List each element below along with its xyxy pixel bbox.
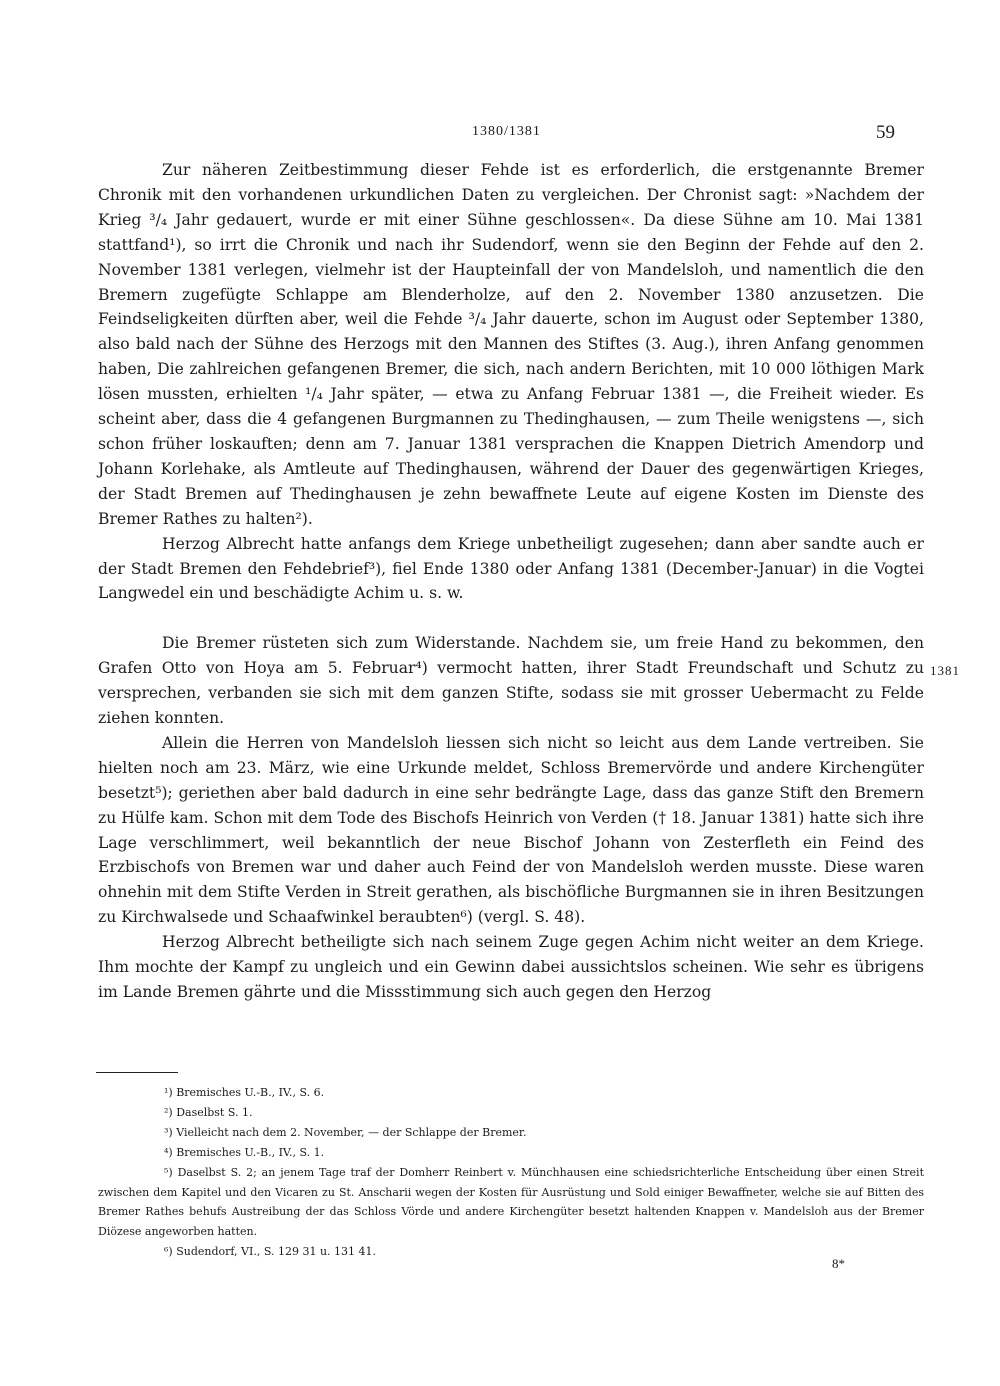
page-number: 59 [876,122,895,143]
signature-mark: 8* [832,1256,845,1271]
section-gap [98,606,924,631]
footnote: ⁶) Sudendorf, VI., S. 129 31 u. 131 41. [164,1245,377,1259]
header-title: 1380/1381 [472,124,541,139]
footnote: ²) Daselbst S. 1. [164,1105,253,1119]
footnotes [98,1083,924,1262]
paragraph: Herzog Albrecht hatte anfangs dem Kriege unbetheiligt zugesehen; dann aber sandte auch er der Stadt Bremen den Fehdebrief³), fiel Ende 1380 oder Anfang 1381 (December-Januar) in die Vogtei Langwedel ein und beschädigte Achim u. s. w. [98,534,924,603]
paragraph: Allein die Herren von Mandelsloh liessen sich nicht so leicht aus dem Lande vertreiben. Sie hielten noch am 23. März, wie eine Urkunde meldet, Schloss Bremervörde und andere Kirchengüter besetzt⁵); geriethen aber bald dadurch in eine sehr bedrängte Lage, dass das ganze Stift den Bremern zu Hülfe kam. Schon mit dem Tode des Bischofs Heinrich von Verden († 18. Januar 1381) hatte sich ihre Lage verschlimmert, weil bekanntlich der neue Bischof Johann von Zesterfleth ein Feind des Erzbischofs von Bremen war und daher auch Feind der von Mandelsloh werden musste. Diese waren ohnehin mit dem Stifte Verden in Streit gerathen, als bischöfliche Burgmannen sie in ihren Besitzungen zu Kirchwalsede und Schaafwinkel beraubten⁶) (vergl. S. 48). [98,733,924,927]
running-header [0,122,1000,146]
paragraph: Die Bremer rüsteten sich zum Widerstande. Nachdem sie, um freie Hand zu bekommen, den Grafen Otto von Hoya am 5. Februar⁴) vermocht hatten, ihrer Stadt Freundschaft und Schutz zu versprechen, verbanden sie sich mit dem ganzen Stifte, sodass sie mit grosser Uebermacht zu Felde ziehen konnten. [98,634,924,728]
footnote: ⁴) Bremisches U.-B., IV., S. 1. [164,1145,325,1159]
margin-year-note: 1381 [930,663,960,678]
paragraph: Zur näheren Zeitbestimmung dieser Fehde ist es erforderlich, die erstgenannte Bremer Chronik mit den vorhandenen urkundlichen Daten zu vergleichen. Der Chronist sagt: »Nachdem der Krieg ³/₄ Jahr gedauert, wurde er mit einer Sühne geschlossen«. Da diese Sühne am 10. Mai 1381 stattfand¹), so irrt die Chronik und nach ihr Sudendorf, wenn sie den Beginn der Fehde auf den 2. November 1381 verlegen, vielmehr ist der Haupteinfall der von Mandelsloh, und namentlich die den Bremern zugefügte Schlappe am Blenderholze, auf den 2. November 1380 anzusetzen. Die Feindseligkeiten dürften aber, weil die Fehde ³/₄ Jahr dauerte, schon im August oder September 1380, also bald nach der Sühne des Herzogs mit den Mannen des Stiftes (3. Aug.), ihren Anfang genommen haben, Die zahlreichen gefangenen Bremer, die sich, nach andern Berichten, mit 10 000 löthigen Mark lösen mussten, erhielten ¹/₄ Jahr später, — etwa zu Anfang Februar 1381 —, die Freiheit wieder. Es scheint aber, dass die 4 gefangenen Burgmannen zu Thedinghausen, — zum Theile wenigstens —, sich schon früher loskauften; denn am 7. Januar 1381 versprachen die Knappen Dietrich Amendorp und Johann Korlehake, als Amtleute auf Thedinghausen, während der Dauer des gegenwärtigen Krieges, der Stadt Bremen auf Thedinghausen je zehn bewaffnete Leute auf eigene Kosten im Dienste des Bremer Rathes zu halten²). [98,161,924,528]
footnote-divider [96,1072,178,1073]
footnote: ⁵) Daselbst S. 2; an jenem Tage traf der Domherr Reinbert v. Münchhausen eine schiedsrichterliche Entscheidung über einen Streit zwischen dem Kapitel und den Vicaren zu St. Anscharii wegen der Kosten für Ausrüstung und Sold einiger Bewaffneter, welche sie auf Bitten des Bremer Rathes behufs Austreibung der das Schloss Vörde und andere Kirchengüter besetzt haltenden Knappen v. Mandelsloh aus der Bremer Diözese angeworben hatten. [98,1165,924,1239]
footnote: ¹) Bremisches U.-B., IV., S. 6. [164,1086,325,1099]
paragraph: Herzog Albrecht betheiligte sich nach seinem Zuge gegen Achim nicht weiter an dem Kriege. Ihm mochte der Kampf zu ungleich und ein Gewinn dabei aussichtslos scheinen. Wie sehr es übrigens im Lande Bremen gährte und die Missstimmung sich auch gegen den Herzog [98,933,924,1001]
footnote: ³) Vielleicht nach dem 2. November, — der Schlappe der Bremer. [164,1125,527,1139]
main-text [98,158,924,1005]
